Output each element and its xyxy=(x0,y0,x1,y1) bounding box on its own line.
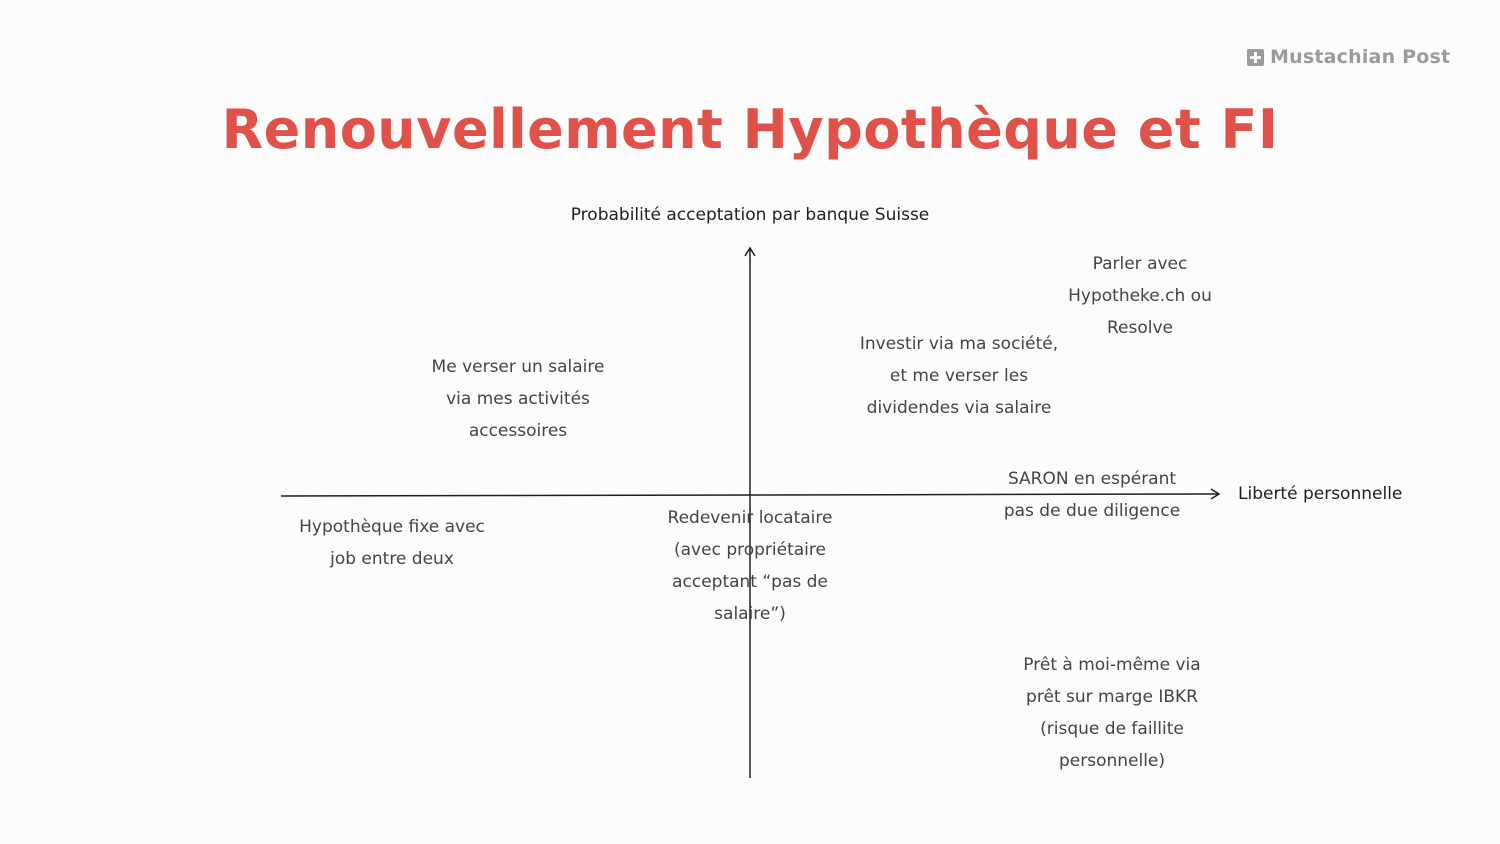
note-redevenir-locataire: Redevenir locataire (avec propriétaire acceptant “pas de salaire”) xyxy=(667,508,833,624)
brand-name: Mustachian Post xyxy=(1270,46,1451,68)
y-axis-label: Probabilité acceptation par banque Suisse xyxy=(570,205,930,225)
x-axis-label: Liberté personnelle xyxy=(1238,484,1403,504)
page-title: Renouvellement Hypothèque et FI xyxy=(221,98,1279,161)
note-hypotheque-fixe: Hypothèque fixe avec job entre deux xyxy=(299,517,485,569)
note-verser-salaire: Me verser un salaire via mes activités accessoires xyxy=(431,357,605,441)
note-pret-marge-ibkr: Prêt à moi-même via prêt sur marge IBKR (risque de faillite personnelle) xyxy=(1023,655,1201,771)
note-parler-avec-hypotheke: Parler avec Hypotheke.ch ou Resolve xyxy=(1068,254,1212,338)
note-investir-via-societe: Investir via ma société, et me verser les dividendes via salaire xyxy=(859,334,1059,418)
note-saron: SARON en espérant pas de due diligence xyxy=(1003,469,1181,521)
